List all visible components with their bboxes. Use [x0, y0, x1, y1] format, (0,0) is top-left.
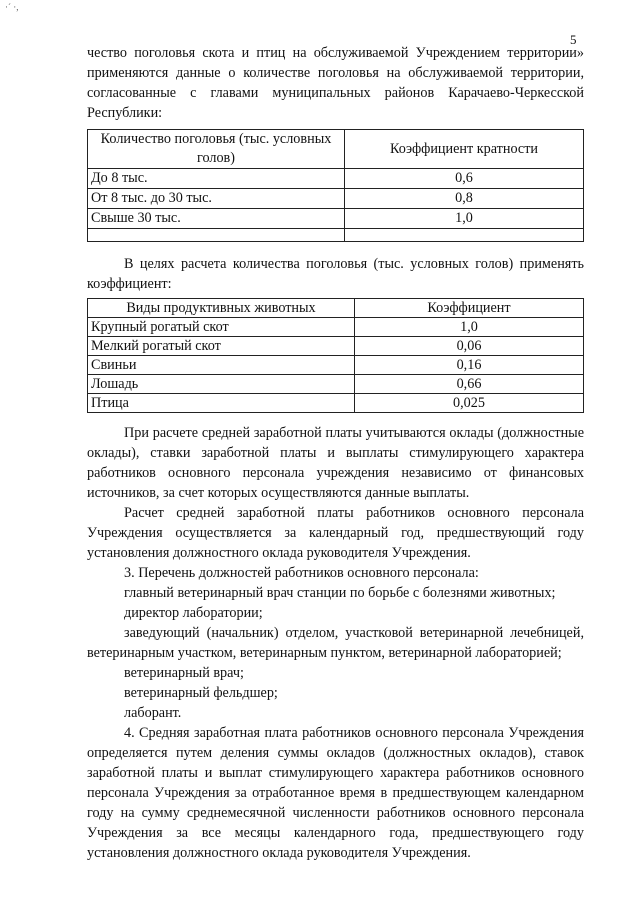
table-cell-value: 0,06 [355, 337, 584, 356]
table-row [88, 209, 584, 229]
table-cell-animal: Свиньи [88, 356, 355, 375]
table-header-row [88, 299, 584, 318]
coefficient-paragraph: В целях расчета количества поголовья (тыс. условных голов) применять коэффициент: [87, 256, 584, 292]
calculation-paragraph: Расчет средней заработной платы работников основного персонала Учреждения осуществляется за календарный год, предшествующий году установления должностного оклада руководителя Учреждения. [87, 505, 584, 561]
table-row [88, 189, 584, 209]
scan-specks: ·´ ·, [5, 2, 19, 12]
table-cell-value: 1,0 [345, 209, 584, 229]
list-item: лаборант. [124, 705, 182, 721]
column-header-coefficient: Коэффициент [355, 299, 584, 318]
table-cell-value: 0,16 [355, 356, 584, 375]
table-empty-row [88, 229, 584, 242]
page-number: 5 [570, 32, 577, 47]
table-cell-range: Свыше 30 тыс. [88, 209, 345, 229]
table-cell-animal: Лошадь [88, 375, 355, 394]
table-cell-value: 1,0 [355, 318, 584, 337]
list-item: заведующий (начальник) отделом, участковой ветеринарной лечебницей, ветеринарным участком, ветеринарным пунктом, ветеринарной лабораторией; [87, 625, 584, 661]
table-cell-empty [88, 229, 345, 242]
table-row [88, 394, 584, 413]
document-body [87, 43, 584, 863]
herd-size-coefficient-table [87, 129, 584, 242]
table-cell-animal: Мелкий рогатый скот [88, 337, 355, 356]
table-row [88, 169, 584, 189]
table-cell-animal: Крупный рогатый скот [88, 318, 355, 337]
list-item: ветеринарный врач; [124, 665, 244, 681]
table-cell-value: 0,6 [345, 169, 584, 189]
table-cell-empty [345, 229, 584, 242]
list-item: ветеринарный фельдшер; [124, 685, 278, 701]
table-row [88, 375, 584, 394]
table-cell-value: 0,025 [355, 394, 584, 413]
table-row [88, 318, 584, 337]
salary-paragraph: При расчете средней заработной платы учитываются оклады (должностные оклады), ставки заработной платы и выплаты стимулирующего характера работников основного персонала учреждения независимо от финансовых источников, за счет которых осуществляются данные выплаты. [87, 425, 584, 501]
intro-paragraph: чество поголовья скота и птиц на обслуживаемой Учреждением территории» применяются данные о количестве поголовья на обслуживаемой территории, согласованные с главами муниципальных районов Карачаево-Черкесской Республики: [87, 45, 584, 121]
table-cell-animal: Птица [88, 394, 355, 413]
list-item: главный ветеринарный врач станции по борьбе с болезнями животных; [124, 585, 556, 601]
section-4-paragraph: 4. Средняя заработная плата работников основного персонала Учреждения определяется путем деления суммы окладов (должностных окладов), ставок заработной платы и выплат стимулирующего характера работников основного персонала Учреждения за отработанное время в предшествующем календарном году на сумму среднемесячной численности работников основного персонала Учреждения за все месяцы календарного года, предшествующего году установления должностного оклада руководителя Учреждения. [87, 725, 584, 861]
table-header-row [88, 130, 584, 169]
table-cell-range: От 8 тыс. до 30 тыс. [88, 189, 345, 209]
livestock-coefficient-table [87, 298, 584, 413]
column-header-animal-type: Виды продуктивных животных [88, 299, 355, 318]
list-item: директор лаборатории; [124, 605, 263, 621]
table-cell-value: 0,66 [355, 375, 584, 394]
column-header-coefficient: Коэффициент кратности [345, 130, 584, 169]
table-cell-range: До 8 тыс. [88, 169, 345, 189]
table-row [88, 356, 584, 375]
table-row [88, 337, 584, 356]
table-cell-value: 0,8 [345, 189, 584, 209]
column-header-herd-size: Количество поголовья (тыс. условных голов) [88, 130, 345, 169]
section-3-title: 3. Перечень должностей работников основного персонала: [124, 565, 479, 581]
